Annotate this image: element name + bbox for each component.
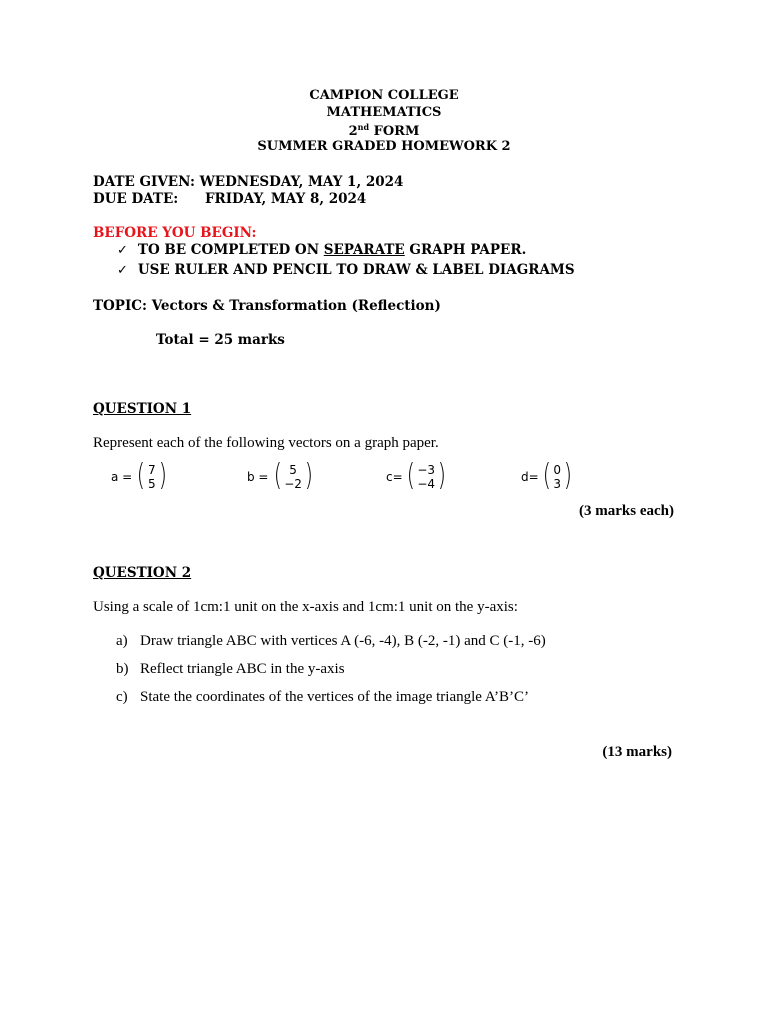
instruction-ruler-pencil	[117, 262, 575, 278]
form-number: 2	[348, 124, 358, 139]
due-date	[93, 191, 366, 207]
vector-label: a =	[111, 470, 133, 484]
instruction-1-post: GRAPH PAPER.	[404, 242, 527, 258]
question-1-heading: QUESTION 1	[93, 401, 192, 417]
question-2-instruction: Using a scale of 1cm:1 unit on the x-axis and 1cm:1 unit on the y-axis:	[93, 599, 518, 615]
vector-d: d= ( 0 3 )	[521, 457, 572, 493]
vector-bottom: −2	[284, 477, 302, 491]
homework-title: SUMMER GRADED HOMEWORK 2	[257, 139, 511, 154]
vector-top: 7	[147, 463, 156, 477]
subject-title: MATHEMATICS	[326, 105, 442, 120]
school-name: CAMPION COLLEGE	[309, 88, 459, 103]
checkmark-icon: ✓	[117, 243, 128, 258]
vector-label: b =	[247, 470, 269, 484]
vector-top: 5	[289, 463, 297, 477]
item-letter: c)	[116, 689, 128, 705]
form-label: FORM	[373, 124, 420, 139]
vector-a: a = ( 7 5 )	[111, 457, 167, 493]
vector-bottom: −4	[417, 477, 436, 491]
due-date-label: DUE DATE:	[93, 191, 179, 207]
vector-label: d=	[521, 470, 539, 484]
instruction-1-pre: TO BE COMPLETED ON	[137, 242, 324, 258]
question-2-item-c	[116, 689, 529, 706]
question-2-item-a	[116, 633, 546, 650]
vector-bottom: 3	[553, 477, 562, 491]
instruction-separate-paper	[117, 242, 526, 258]
vector-label: c=	[386, 470, 403, 484]
question-2-item-b	[116, 661, 345, 678]
topic-line: TOPIC: Vectors & Transformation (Reflection)	[93, 298, 441, 314]
question-2-heading: QUESTION 2	[93, 565, 192, 581]
form-suffix: nd	[357, 122, 370, 132]
item-text: State the coordinates of the vertices of the image triangle A’B’C’	[140, 689, 530, 705]
due-date-value: FRIDAY, MAY 8, 2024	[204, 191, 367, 207]
vector-bottom: 5	[147, 477, 156, 491]
item-letter: a)	[116, 633, 128, 649]
vector-top: −3	[417, 463, 436, 477]
total-marks: Total = 25 marks	[156, 332, 285, 348]
before-you-begin-heading: BEFORE YOU BEGIN:	[93, 225, 257, 241]
form-line	[0, 122, 768, 139]
vector-top: 0	[553, 463, 562, 477]
question-1-instruction: Represent each of the following vectors on a graph paper.	[93, 435, 439, 451]
item-text: Reflect triangle ABC in the y-axis	[140, 661, 345, 677]
checkmark-icon: ✓	[117, 263, 128, 278]
question-1-marks: (3 marks each)	[579, 503, 674, 519]
item-text: Draw triangle ABC with vertices A (-6, -4), B (-2, -1) and C (-1, -6)	[140, 633, 546, 649]
question-2-marks: (13 marks)	[602, 744, 672, 760]
vector-c: c= ( −3 −4 )	[386, 457, 447, 493]
date-given: DATE GIVEN: WEDNESDAY, MAY 1, 2024	[93, 174, 404, 190]
vector-b: b = ( 5 −2 )	[247, 457, 313, 493]
instruction-1-underlined: SEPARATE	[323, 242, 405, 258]
item-letter: b)	[116, 661, 129, 677]
instruction-2-text: USE RULER AND PENCIL TO DRAW & LABEL DIAGRAMS	[137, 262, 575, 278]
